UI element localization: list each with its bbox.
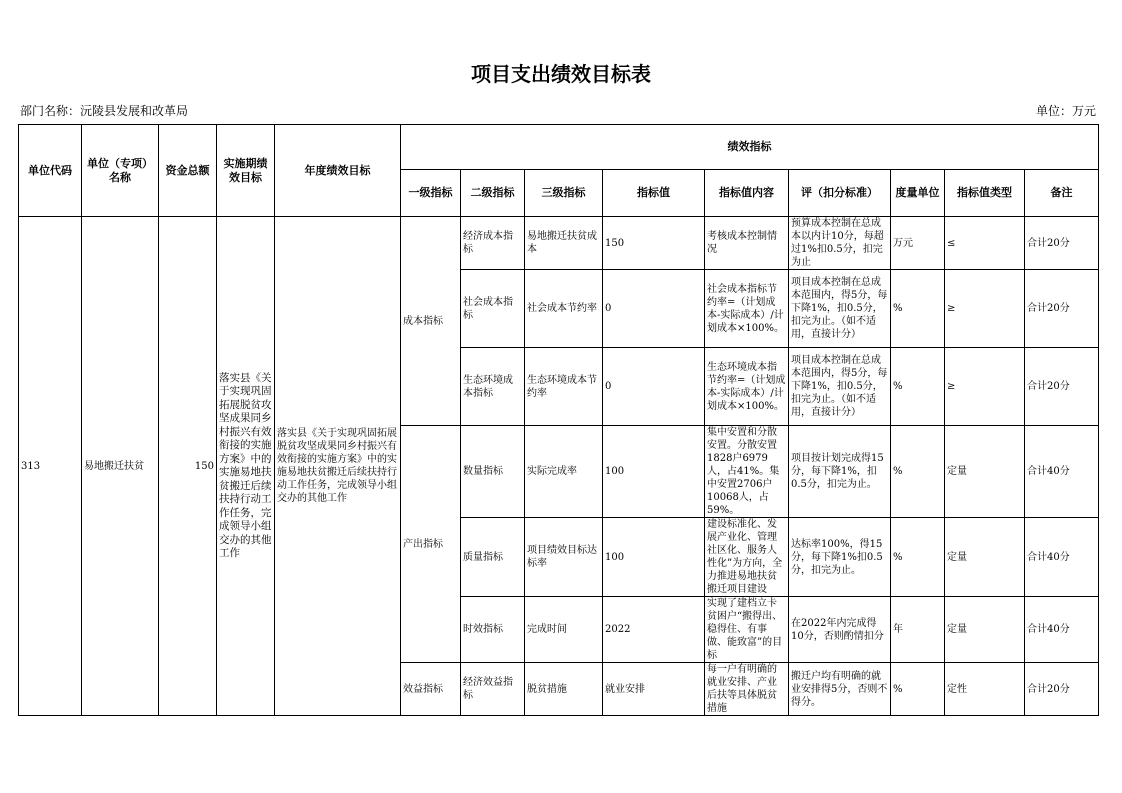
cell-l3: 社会成本节约率 — [525, 270, 603, 348]
cell-scoring: 项目成本控制在总成本范围内，得5分，每下降1%，扣0.5分，扣完为止。（如不适用，直接计分） — [789, 270, 891, 348]
cell-l3: 易地搬迁扶贫成本 — [525, 217, 603, 270]
header-period-goal: 实施期绩效目标 — [217, 125, 275, 217]
cell-scoring: 预算成本控制在总成本以内计10分，每超过1%扣0.5分，扣完为止 — [789, 217, 891, 270]
cell-value: 2022 — [603, 597, 705, 663]
cell-content: 实现了建档立卡贫困户“搬得出、稳得住、有事做、能致富”的目标 — [705, 597, 789, 663]
cell-type: ≤ — [945, 217, 1025, 270]
cell-l2: 时效指标 — [461, 597, 525, 663]
cell-value: 0 — [603, 270, 705, 348]
cell-unit: % — [891, 270, 945, 348]
cell-unit: % — [891, 348, 945, 426]
cell-type: ≥ — [945, 270, 1025, 348]
header-annual-goal: 年度绩效目标 — [275, 125, 401, 217]
cell-remark: 合计20分 — [1025, 663, 1099, 716]
header-remark: 备注 — [1025, 170, 1099, 217]
header-measure-unit: 度量单位 — [891, 170, 945, 217]
project-funds: 150 — [159, 217, 217, 716]
cell-l2: 数量指标 — [461, 426, 525, 518]
cell-content: 建设标准化、发展产业化、管理社区化、服务人性化”为方向，全力推进易地扶贫搬迁项目建设 — [705, 518, 789, 597]
project-code: 313 — [19, 217, 82, 716]
cell-remark: 合计20分 — [1025, 348, 1099, 426]
performance-table — [18, 124, 1099, 716]
cell-scoring: 达标率100%，得15分，每下降1%扣0.5分，扣完为止。 — [789, 518, 891, 597]
cell-value: 0 — [603, 348, 705, 426]
cell-l3: 生态环境成本节约率 — [525, 348, 603, 426]
cell-value: 100 — [603, 426, 705, 518]
currency-unit: 单位：万元 — [1035, 104, 1096, 118]
cell-remark: 合计20分 — [1025, 217, 1099, 270]
cell-remark: 合计40分 — [1025, 597, 1099, 663]
header-level3: 三级指标 — [525, 170, 603, 217]
table-row — [19, 217, 1099, 270]
cell-unit: % — [891, 663, 945, 716]
header-unit-code: 单位代码 — [19, 125, 82, 217]
cell-remark: 合计40分 — [1025, 426, 1099, 518]
cell-content: 集中安置和分散安置。分散安置1828户6979人，占41%。集中安置2706户10068人，占59%。 — [705, 426, 789, 518]
group-cost: 成本指标 — [401, 217, 461, 426]
cell-type: 定量 — [945, 597, 1025, 663]
header-scoring: 评（扣分标准） — [789, 170, 891, 217]
cell-l2: 质量指标 — [461, 518, 525, 597]
cell-l2: 生态环境成本指标 — [461, 348, 525, 426]
cell-l3: 实际完成率 — [525, 426, 603, 518]
header-content: 指标值内容 — [705, 170, 789, 217]
header-value: 指标值 — [603, 170, 705, 217]
project-annual-goal: 落实县《关于实现巩固拓展脱贫攻坚成果同乡村振兴有效衔接的实施方案》中的实施易地扶贫搬迁后续扶持行动工作任务，完成领导小组交办的其他工作 — [275, 217, 401, 716]
cell-type: 定量 — [945, 518, 1025, 597]
cell-value: 就业安排 — [603, 663, 705, 716]
cell-l3: 项目绩效目标达标率 — [525, 518, 603, 597]
header-unit-name: 单位（专项）名称 — [82, 125, 159, 217]
cell-scoring: 项目按计划完成得15分，每下降1%，扣0.5分，扣完为止。 — [789, 426, 891, 518]
header-perf-indicators: 绩效指标 — [401, 125, 1099, 170]
project-period-goal: 落实县《关于实现巩固拓展脱贫攻坚成果同乡村振兴有效衔接的实施方案》中的实施易地扶贫搬迁后续扶持行动工作任务，完成领导小组交办的其他工作 — [217, 217, 275, 716]
group-benefit: 效益指标 — [401, 663, 461, 716]
cell-l3: 脱贫措施 — [525, 663, 603, 716]
cell-unit: 年 — [891, 597, 945, 663]
cell-content: 社会成本指标节约率=（计划成本-实际成本）/计划成本×100%。 — [705, 270, 789, 348]
header-level1: 一级指标 — [401, 170, 461, 217]
cell-unit: % — [891, 426, 945, 518]
cell-l2: 社会成本指标 — [461, 270, 525, 348]
cell-value: 150 — [603, 217, 705, 270]
cell-remark: 合计40分 — [1025, 518, 1099, 597]
cell-l2: 经济效益指标 — [461, 663, 525, 716]
cell-type: 定性 — [945, 663, 1025, 716]
cell-scoring: 在2022年内完成得10分，否则酌情扣分 — [789, 597, 891, 663]
project-name: 易地搬迁扶贫 — [82, 217, 159, 716]
cell-value: 100 — [603, 518, 705, 597]
header-total-funds: 资金总额 — [159, 125, 217, 217]
department-name: 部门名称：沅陵县发展和改革局 — [20, 104, 189, 118]
cell-unit: 万元 — [891, 217, 945, 270]
cell-type: 定量 — [945, 426, 1025, 518]
cell-content: 生态环境成本指节约率=（计划成本-实际成本）/计划成本×100%。 — [705, 348, 789, 426]
header-row-1 — [19, 125, 1099, 170]
cell-unit: % — [891, 518, 945, 597]
header-level2: 二级指标 — [461, 170, 525, 217]
cell-content: 每一户有明确的就业安排、产业后扶等具体脱贫措施 — [705, 663, 789, 716]
cell-type: ≥ — [945, 348, 1025, 426]
cell-content: 考核成本控制情况 — [705, 217, 789, 270]
cell-l2: 经济成本指标 — [461, 217, 525, 270]
cell-l3: 完成时间 — [525, 597, 603, 663]
cell-remark: 合计20分 — [1025, 270, 1099, 348]
cell-scoring: 项目成本控制在总成本范围内，得5分，每下降1%，扣0.5分，扣完为止。（如不适用，直接计分） — [789, 348, 891, 426]
header-value-type: 指标值类型 — [945, 170, 1025, 217]
page-title: 项目支出绩效目标表 — [471, 62, 651, 86]
cell-scoring: 搬迁户均有明确的就业安排得5分，否则不得分。 — [789, 663, 891, 716]
group-output: 产出指标 — [401, 426, 461, 663]
